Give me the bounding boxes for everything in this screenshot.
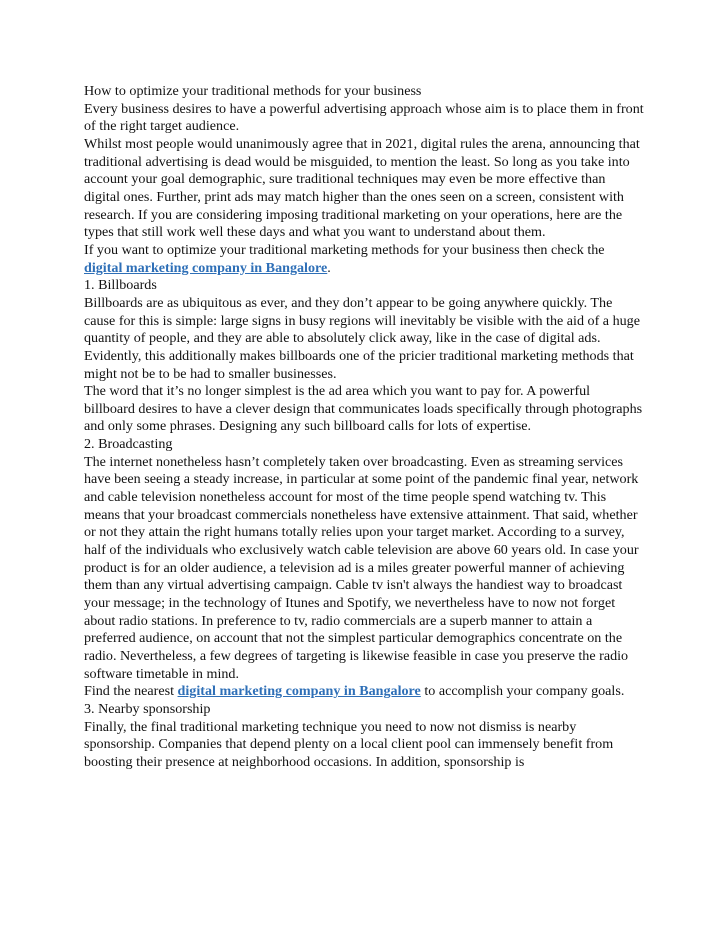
cta-paragraph-2 bbox=[84, 683, 644, 701]
intro-paragraph-2: Whilst most people would unanimously agree that in 2021, digital rules the arena, announcing that traditional advertising is dead would be misguided, to mention the least. So long as you take into account your goal demographic, sure traditional techniques may even be more effective than digital ones. Further, print ads may match higher than the ones seen on a screen, consistent with research. If you are considering imposing traditional marketing on your operations, here are the types that still work well these days and what you want to understand about them. bbox=[84, 135, 640, 241]
section-heading-billboards: 1. Billboards bbox=[84, 277, 157, 294]
section-heading-sponsorship: 3. Nearby sponsorship bbox=[84, 700, 211, 717]
billboards-paragraph-2: The word that it’s no longer simplest is the ad area which you want to pay for. A powerful billboard desires to have a clever design that communicates loads specifically through photographs and only some phrases. Designing any such billboard calls for lots of expertise. bbox=[84, 383, 643, 435]
document-page bbox=[84, 83, 644, 772]
billboards-paragraph-1: Billboards are as ubiquitous as ever, and they don’t appear to be going anywhere quickly. The cause for this is simple: large signs in busy regions will inevitably be visible with the aid of a huge quantity of people, and they are able to absolutely click away, like in the case of digital ads. Evidently, this additionally makes billboards one of the pricier traditional marketing methods that might not be to be had to smaller businesses. bbox=[84, 294, 640, 382]
cta-paragraph-1 bbox=[84, 242, 644, 277]
section-heading-broadcasting: 2. Broadcasting bbox=[84, 436, 173, 453]
document-title: How to optimize your traditional methods for your business bbox=[84, 83, 422, 99]
company-link[interactable]: digital marketing company in Bangalore bbox=[84, 259, 328, 276]
cta-text-after: . bbox=[327, 259, 331, 276]
company-link[interactable]: digital marketing company in Bangalore bbox=[177, 683, 421, 700]
cta-text-before: Find the nearest bbox=[84, 683, 178, 700]
intro-paragraph-1: Every business desires to have a powerful advertising approach whose aim is to place them in front of the right target audience. bbox=[84, 100, 644, 135]
sponsorship-paragraph-1: Finally, the final traditional marketing technique you need to now not dismiss is nearby sponsorship. Companies that depend plenty on a local client pool can immensely benefit from boosting their presence at neighborhood occasions. In addition, sponsorship is bbox=[84, 718, 614, 770]
cta-text-after: to accomplish your company goals. bbox=[420, 683, 625, 700]
broadcasting-paragraph-1: The internet nonetheless hasn’t completely taken over broadcasting. Even as streaming services have been seeing a steady increase, in particular at some point of the pandemic final year, network and cable television nonetheless account for most of the time people spend watching tv. This means that your broadcast commercials nonetheless have extensive attainment. That said, whether or not they attain the right humans totally relies upon your target market. According to a survey, half of the individuals who exclusively watch cable television are above 60 years old. In case your product is for an older audience, a television ad is a miles greater powerful manner of achieving them than any virtual advertising campaign. Cable tv isn't always the handiest way to broadcast your message; in the technology of Itunes and Spotify, we nevertheless have to now not forget about radio stations. In preference to tv, radio commercials are a superb manner to attain a preferred audience, on account that not the simplest particular demographics concentrate on the radio. Nevertheless, a few degrees of targeting is likewise feasible in case you preserve the radio software timetable in mind. bbox=[84, 453, 639, 682]
cta-text-before: If you want to optimize your traditional marketing methods for your business then check the bbox=[84, 241, 605, 258]
